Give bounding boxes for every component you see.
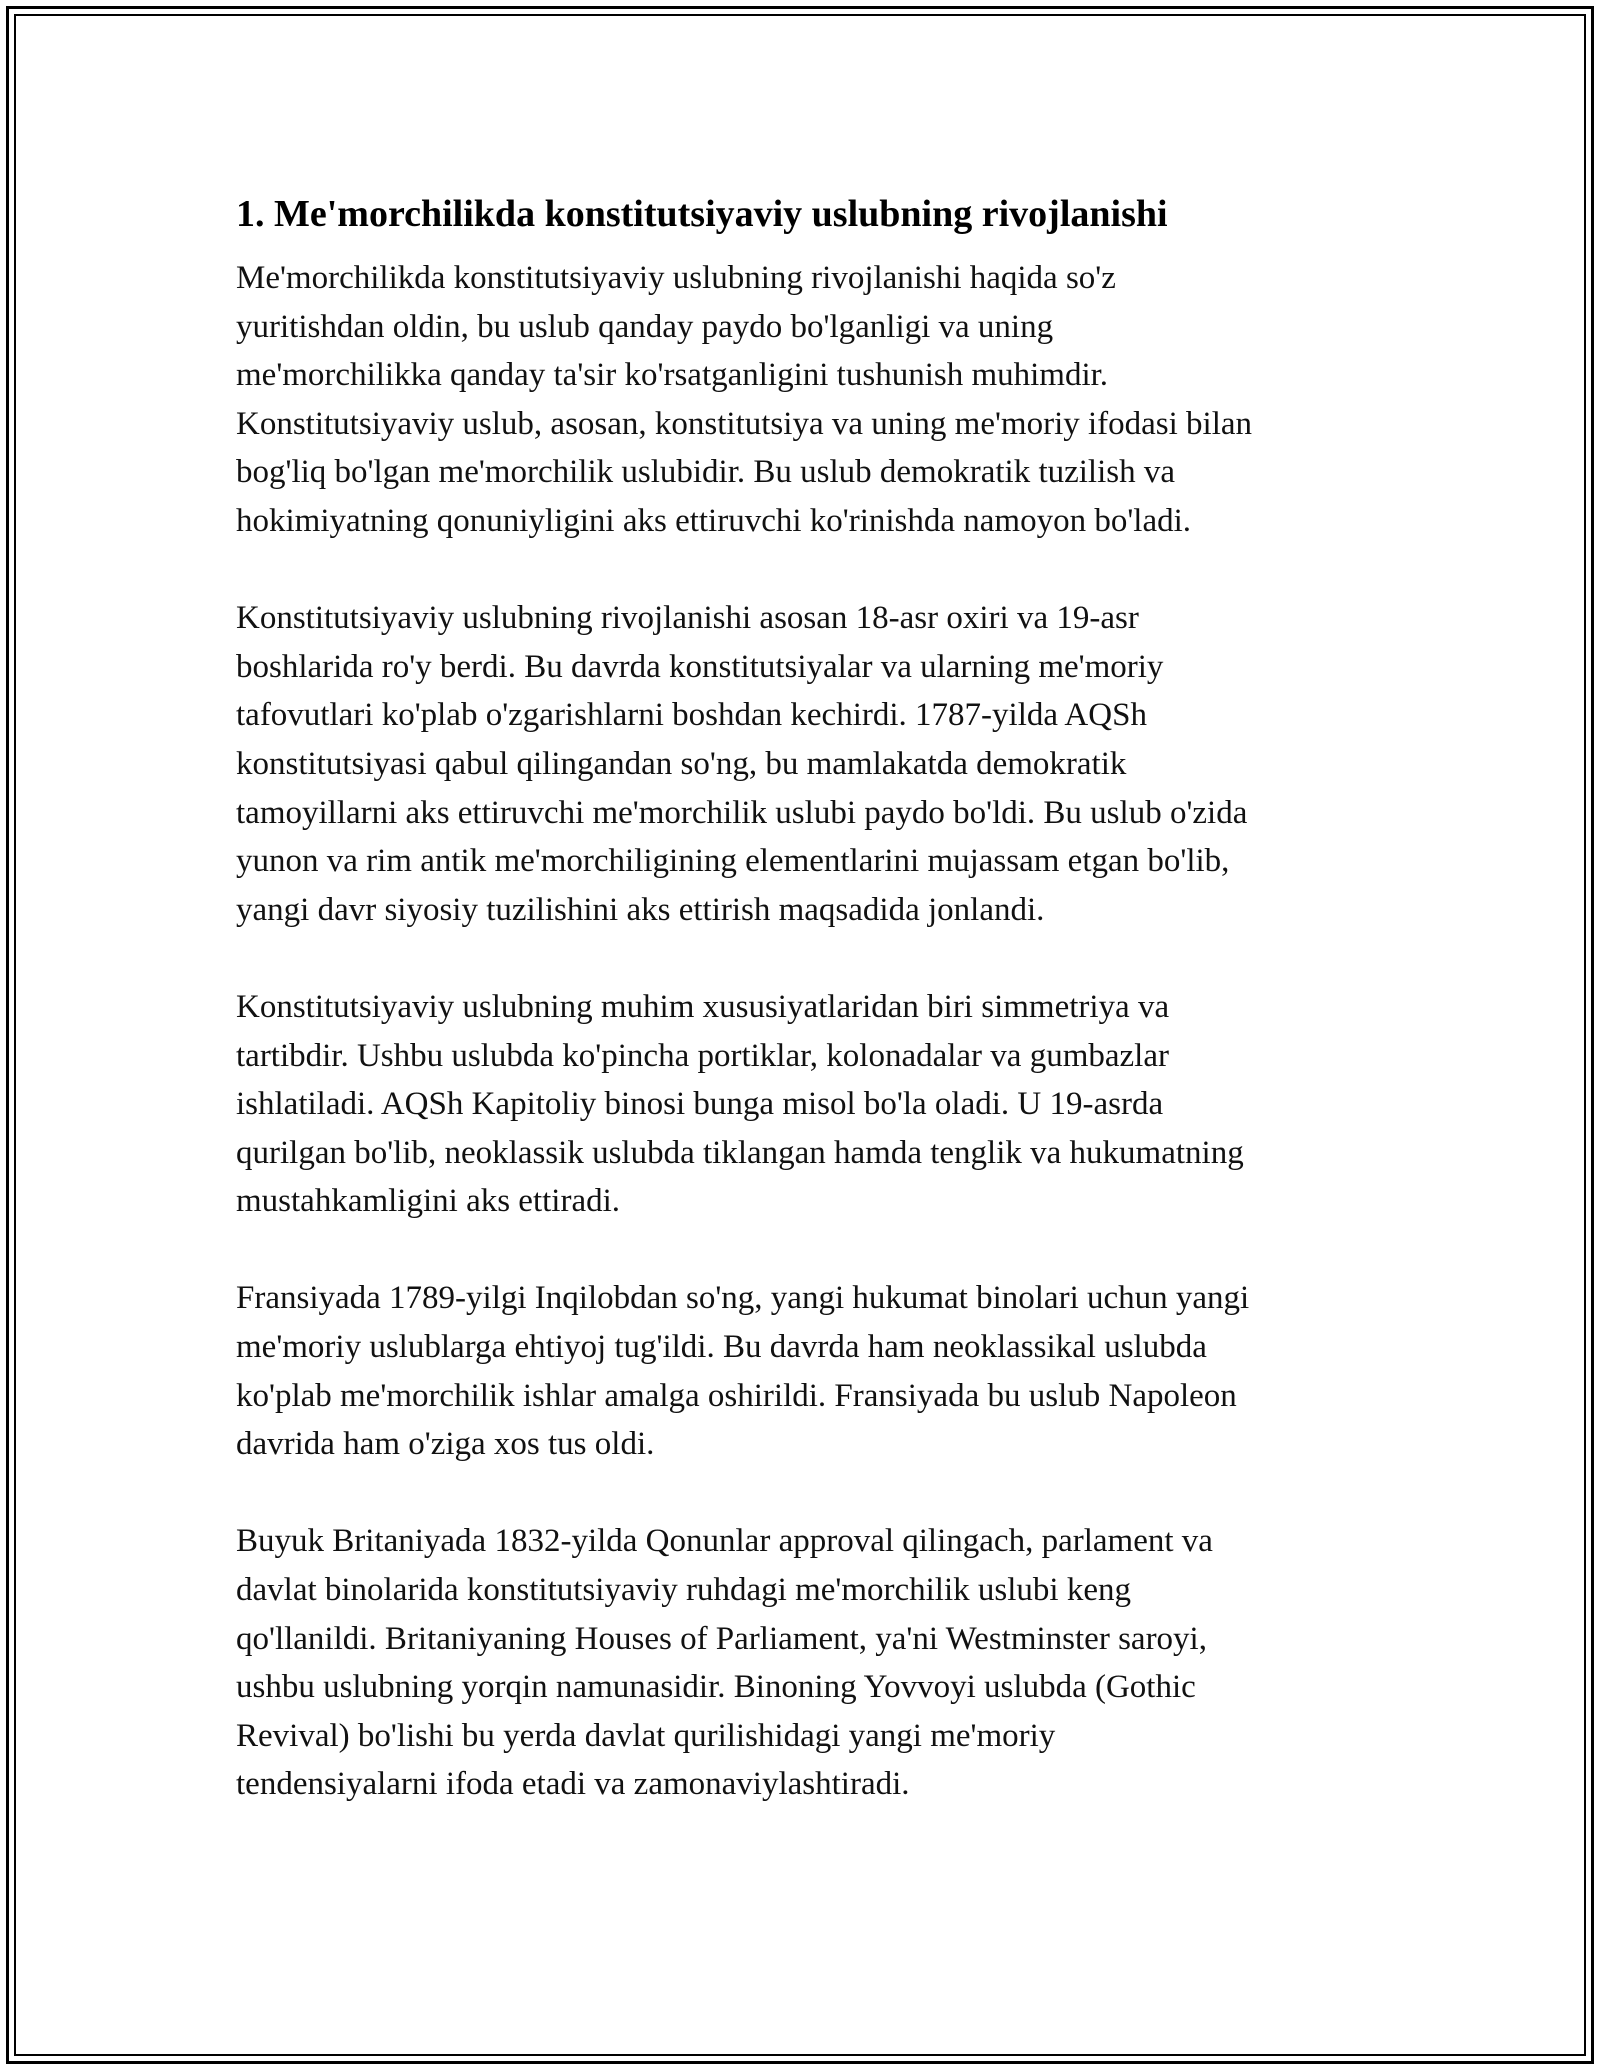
paragraph-1: Me'morchilikda konstitutsiyaviy uslubning rivojlanishi haqida so'z yuritishdan oldin, bu uslub qanday paydo bo'lganligi va uning me'morchilikka qanday ta'sir ko'rsatganligini tushunish muhimdir. Konstitutsiyaviy uslub, asosan, konstitutsiya va uning me'moriy ifodasi bilan bog'liq bo'lgan me'morchilik uslubidir. Bu uslub demokratik tuzilish va hokimiyatning qonuniyligini aks ettiruvchi ko'rinishda namoyon bo'ladi.	[236, 260, 1253, 539]
paragraph-3: Konstitutsiyaviy uslubning muhim xususiyatlaridan biri simmetriya va tartibdir. Ushbu uslubda ko'pincha portiklar, kolonadalar va gumbazlar ishlatiladi. AQSh Kapitoliy binosi bunga misol bo'la oladi. U 19-asrda qurilgan bo'lib, neoklassik uslubda tiklangan hamda tenglik va hukumatning mustahkamligini aks ettiradi.	[236, 988, 1244, 1220]
document-body	[236, 186, 1376, 1858]
section-heading: 1. Me'morchilikda konstitutsiyaviy uslubning rivojlanishi	[236, 193, 1168, 235]
paragraph-2: Konstitutsiyaviy uslubning rivojlanishi asosan 18-asr oxiri va 19-asr boshlarida ro'y berdi. Bu davrda konstitutsiyalar va ularning me'moriy tafovutlari ko'plab o'zgarishlarni boshdan kechirdi. 1787-yilda AQSh konstitutsiyasi qabul qilingandan so'ng, bu mamlakatda demokratik tamoyillarni aks ettiruvchi me'morchilik uslubi paydo bo'ldi. Bu uslub o'zida yunon va rim antik me'morchiligining elementlarini mujassam etgan bo'lib, yangi davr siyosiy tuzilishini aks ettirish maqsadida jonlandi.	[236, 600, 1248, 928]
paragraph-4: Fransiyada 1789-yilgi Inqilobdan so'ng, yangi hukumat binolari uchun yangi me'moriy uslublarga ehtiyoj tug'ildi. Bu davrda ham neoklassikal uslubda ko'plab me'morchilik ishlar amalga oshirildi. Fransiyada bu uslub Napoleon davrida ham o'ziga xos tus oldi.	[236, 1280, 1250, 1463]
paragraph-5: Buyuk Britaniyada 1832-yilda Qonunlar approval qilingach, parlament va davlat binolarida konstitutsiyaviy ruhdagi me'morchilik uslubi keng qo'llanildi. Britaniyaning Houses of Parliament, ya'ni Westminster saroyi, ushbu uslubning yorqin namunasidir. Binoning Yovvoyi uslubda (Gothic Revival) bo'lishi bu yerda davlat qurilishidagi yangi me'moriy tendensiyalarni ifoda etadi va zamonaviylashtiradi.	[236, 1523, 1213, 1803]
